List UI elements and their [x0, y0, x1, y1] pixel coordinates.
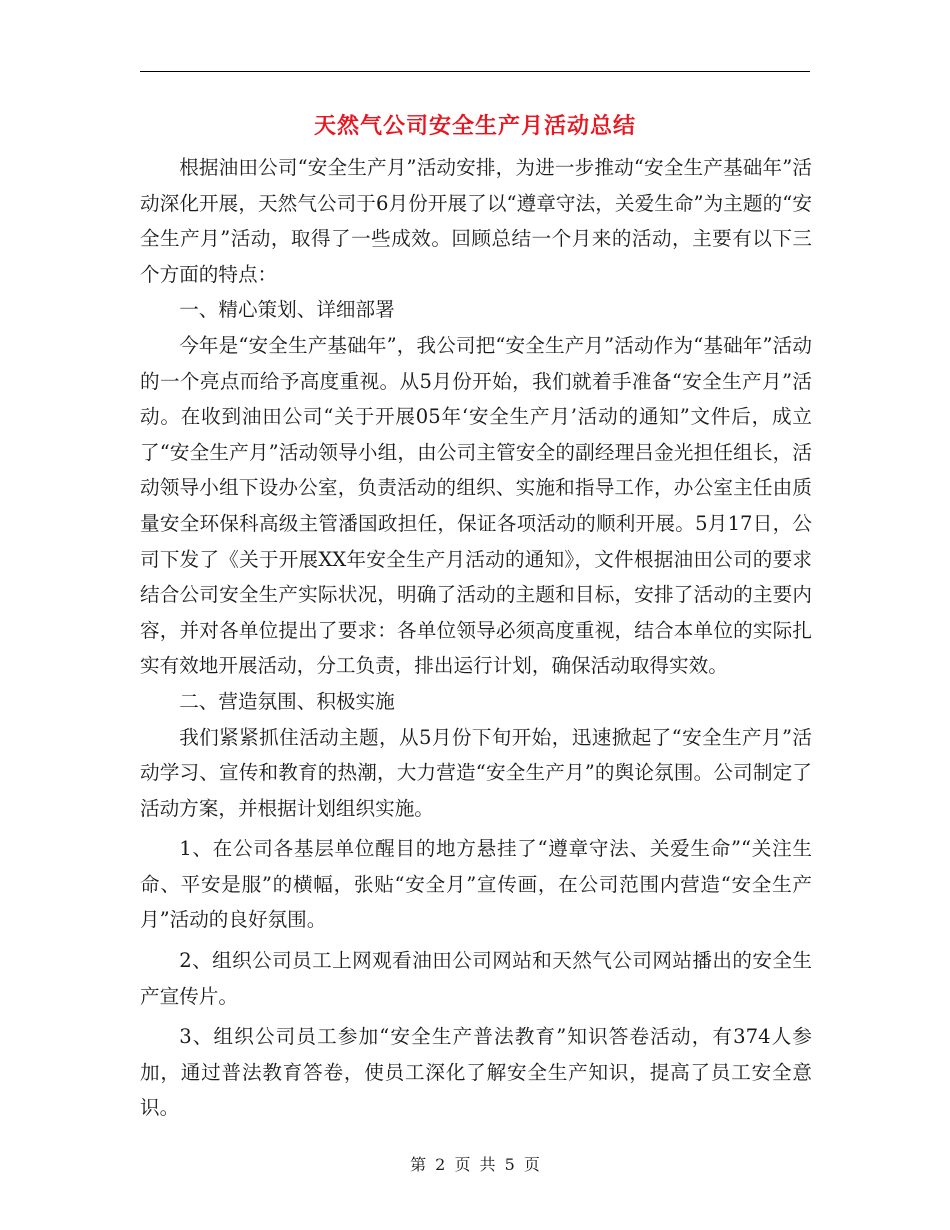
section-heading-2: 二、营造氛围、积极实施	[179, 689, 395, 713]
paragraph-section-2: 我们紧紧抓住活动主题，从5月份下旬开始，迅速掀起了“安全生产月”活动学习、宣传和教育的热潮，大力营造“安全生产月”的舆论氛围。公司制定了活动方案，并根据计划组织实施。	[140, 725, 812, 820]
paragraph-section-1: 今年是“安全生产基础年”，我公司把“安全生产月”活动作为“基础年”活动的一个亮点而给予高度重视。从5月份开始，我们就着手准备“安全生产月”活动。在收到油田公司“关于开展05年‘安全生产月’活动的通知”文件后，成立了“安全生产月”活动领导小组，由公司主管安全的副经理吕金光担任组长，活动领导小组下设办公室，负责活动的组织、实施和指导工作，办公室主任由质量安全环保科高级主管潘国政担任，保证各项活动的顺利开展。5月17日，公司下发了《关于开展XX年安全生产月活动的通知》，文件根据油田公司的要求结合公司安全生产实际状况，明确了活动的主题和目标，安排了活动的主要内容，并对各单位提出了要求：各单位领导必须高度重视，结合本单位的实际扎实有效地开展活动，分工负责，排出运行计划，确保活动取得实效。	[140, 333, 812, 678]
document-title: 天然气公司安全生产月活动总结	[313, 113, 636, 139]
list-item-1: 1、在公司各基层单位醒目的地方悬挂了“遵章守法、关爱生命”“关注生命、平安是服”的横幅，张贴“安全月”宣传画，在公司范围内营造“安全生产月”活动的良好氛围。	[140, 837, 812, 932]
list-item-3: 3、组织公司员工参加“安全生产普法教育”知识答卷活动，有374人参加，通过普法教育答卷，使员工深化了解安全生产知识，提高了员工安全意识。	[140, 1025, 812, 1120]
header-rule	[140, 71, 810, 72]
section-heading-1: 一、精心策划、详细部署	[179, 298, 395, 322]
paragraph-intro: 根据油田公司“安全生产月”活动安排，为进一步推动“安全生产基础年”活动深化开展，天然气公司于6月份开展了以“遵章守法，关爱生命”为主题的“安全生产月”活动，取得了一些成效。回顾总结一个月来的活动，主要有以下三个方面的特点：	[140, 156, 812, 286]
list-item-2: 2、组织公司员工上网观看油田公司网站和天然气公司网站播出的安全生产宣传片。	[140, 949, 812, 1008]
document-body	[140, 150, 812, 1126]
page-number: 第 2 页 共 5 页	[410, 1155, 540, 1174]
